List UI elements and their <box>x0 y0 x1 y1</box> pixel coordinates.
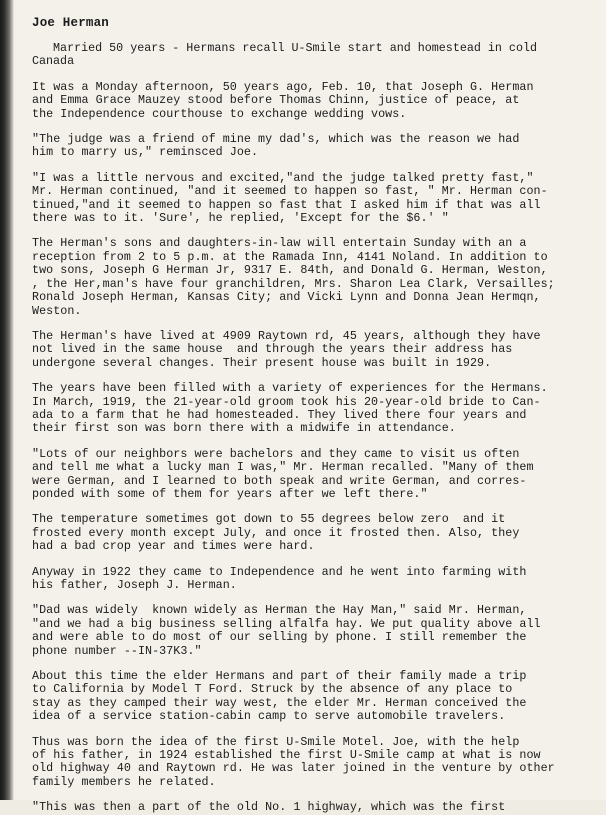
paragraph-13: "This was then a part of the old No. 1 highway, which was the first <box>32 800 506 815</box>
paragraph-2: "The judge was a friend of mine my dad's, which was the reason we had him to marry us," reminsced Joe. <box>32 132 520 160</box>
paragraph-8: The temperature sometimes got down to 55 degrees below zero and it frosted every month except July, and once it frosted then. Also, they had a bad crop year and times were hard. <box>32 512 520 554</box>
paragraph-10: "Dad was widely known widely as Herman the Hay Man," said Mr. Herman, "and we had a big business selling alfalfa hay. We put quality above all and were able to do most of our selling by phone. I still remember the phone number --IN-37K3." <box>32 603 541 658</box>
paragraph-3: "I was a little nervous and excited,"and the judge talked pretty fast," Mr. Herman continued, "and it seemed to happen so fast, " Mr. Herman con- tinued,"and it seemed to happen so fast that I asked him if that was all there was to it. 'Sure', he replied, 'Except for the $6.' " <box>32 170 548 226</box>
paragraph-4: The Herman's sons and daughters-in-law will entertain Sunday with an a reception from 2 to 5 p.m. at the Ramada Inn, 4141 Noland. In addition to two sons, Joseph G Herman Jr, 9317 E. 84th, and Donald G. Herman, Weston, , the Her,man's have four granchildren, Mrs. Sharon Lea Clark, Versailles; Ronald Joseph Herman, Kansas City; and Vicki Lynn and Donna Jean Hermqn, Weston. <box>32 236 555 318</box>
paragraph-9: Anyway in 1922 they came to Independence and he went into farming with his father, Joseph J. Herman. <box>32 564 527 592</box>
paragraph-12: Thus was born the idea of the first U-Smile Motel. Joe, with the help of his father, in 1924 established the first U-Smile camp at what is now old highway 40 and Raytown rd. He was later joined in the venture by other family members he related. <box>32 734 555 789</box>
paragraph-5: The Herman's have lived at 4909 Raytown rd, 45 years, although they have not lived in the same house and through the years their address has undergone several changes. Their present house was built in 1929. <box>32 328 541 370</box>
document-title: Joe Herman <box>32 16 110 30</box>
headline: Married 50 years - Hermans recall U-Smile start and homestead in cold Canada <box>32 41 537 69</box>
paragraph-1: It was a Monday afternoon, 50 years ago, Feb. 10, that Joseph G. Herman and Emma Grace Mauzey stood before Thomas Chinn, justice of peace, at the Independence courthouse to exchange wedding vows. <box>32 79 534 121</box>
paragraph-11: About this time the elder Hermans and part of their family made a trip to California by Model T Ford. Struck by the absence of any place to stay as they camped their way west, the elder Mr. Herman conceived the idea of a service station-cabin camp to serve automobile travelers. <box>32 669 527 724</box>
page-edge-shadow <box>0 0 14 800</box>
paragraph-6: The years have been filled with a variety of experiences for the Hermans. In March, 1919, the 21-year-old groom took his 20-year-old bride to Can- ada to a farm that he had homesteaded. They lived there four years and their first son was born there with a midwife in attendance. <box>32 381 548 436</box>
paragraph-7: "Lots of our neighbors were bachelors and they came to visit us often and tell me what a lucky man I was," Mr. Herman recalled. "Many of them were German, and I learned to both speak and write German, and corres- ponded with some of them for years after we left there." <box>32 446 534 501</box>
